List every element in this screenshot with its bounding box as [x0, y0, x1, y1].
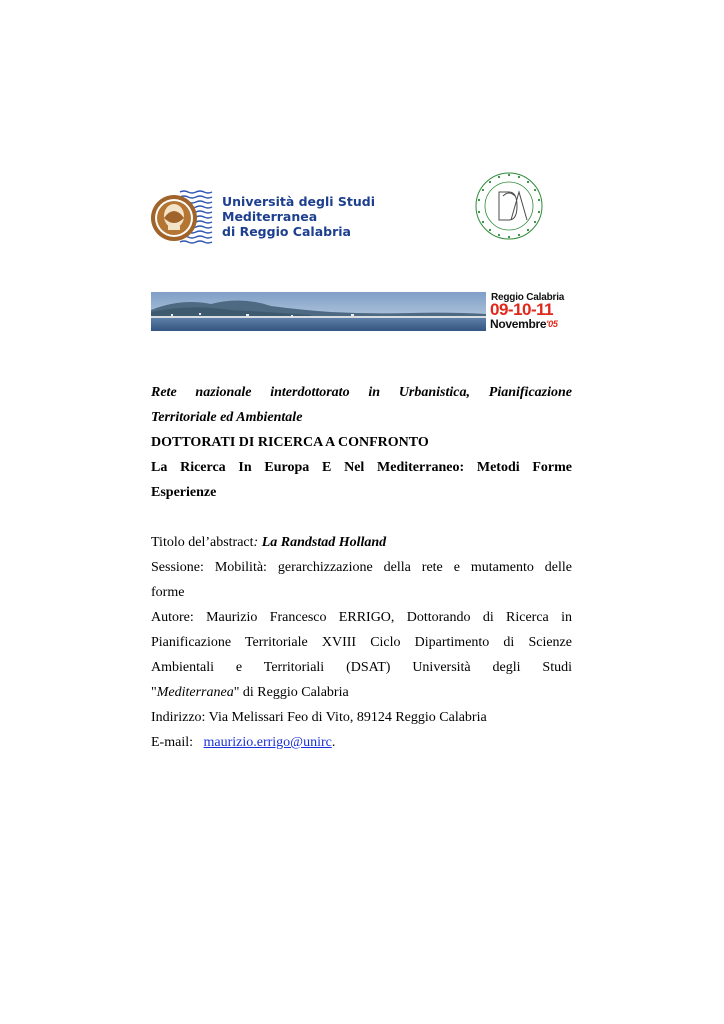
conference-title: DOTTORATI DI RICERCA A CONFRONTO — [151, 435, 429, 450]
session-line1: Sessione: Mobilità: gerarchizzazione della rete e mutamento delle — [151, 560, 572, 575]
abstract-title-value: La Randstad Holland — [261, 535, 387, 550]
author-line3: Ambientali e Territoriali (DSAT) Università degli Studi — [151, 660, 572, 675]
conference-subtitle-line1: La Ricerca In Europa E Nel Mediterraneo: Metodi Forme — [151, 460, 572, 475]
session-line2: forme — [151, 585, 185, 600]
banner-panorama-image — [151, 292, 486, 331]
university-emblem-icon — [150, 188, 220, 244]
author-line4-rest: " di Reggio Calabria — [233, 685, 349, 700]
university-name — [222, 194, 375, 239]
banner-date-box — [489, 292, 572, 331]
banner-year: '05 — [546, 319, 558, 329]
university-name-line1: Università degli Studi — [222, 194, 376, 209]
abstract-title — [151, 530, 572, 555]
spacer — [151, 505, 572, 530]
university-name-line3: di Reggio Calabria — [222, 224, 351, 239]
conference-subtitle-line2: Esperienze — [151, 485, 217, 500]
network-title-line2: Territoriale ed Ambientale — [151, 410, 303, 425]
author-university-italic: Mediterranea — [156, 685, 234, 700]
abstract-title-label: Titolo del’abstract — [151, 535, 254, 550]
university-name-line2: Mediterranea — [222, 209, 318, 224]
email-link[interactable]: maurizio.errigo@unirc — [203, 735, 332, 750]
dsat-seal — [473, 170, 545, 242]
author-line4 — [151, 680, 572, 705]
banner-month-line — [490, 318, 558, 331]
banner-city: Reggio Calabria — [491, 292, 565, 303]
document-body — [151, 380, 572, 755]
email-tail: . — [331, 735, 336, 750]
email-label: E-mail: — [151, 735, 193, 750]
email-line — [151, 730, 572, 755]
author-quote-open: " — [151, 685, 157, 700]
conference-banner — [151, 292, 572, 331]
abstract-title-colon: : — [253, 535, 262, 550]
address-line: Indirizzo: Via Melissari Feo di Vito, 89124 Reggio Calabria — [151, 710, 487, 725]
author-line2: Pianificazione Territoriale XVIII Ciclo Dipartimento di Scienze — [151, 635, 572, 650]
banner-month: Novembre — [490, 317, 547, 331]
dsat-seal-icon — [473, 170, 545, 242]
network-title-line1: Rete nazionale interdottorato in Urbanistica, Pianificazione — [151, 385, 572, 400]
banner-days: 09-10-11 — [490, 300, 554, 319]
author-line1: Autore: Maurizio Francesco ERRIGO, Dottorando di Ricerca in — [151, 610, 572, 625]
university-logo — [150, 188, 376, 244]
